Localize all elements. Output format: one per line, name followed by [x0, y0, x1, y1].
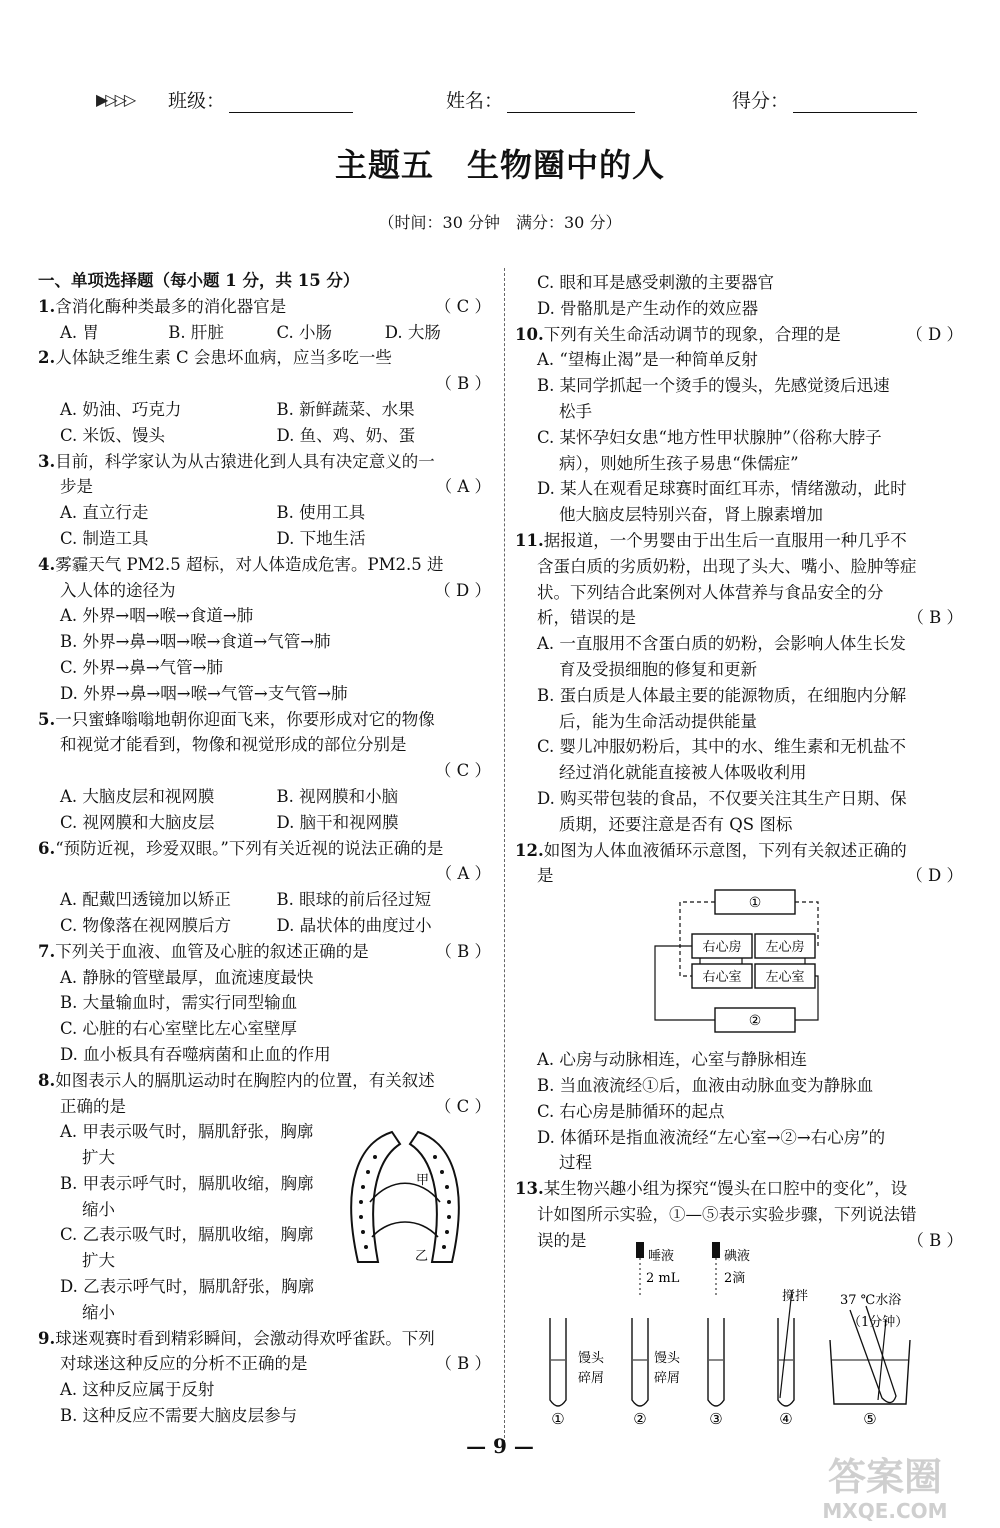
option: A. 大脑皮层和视网膜 — [60, 786, 215, 806]
question-text: 正确的是 — [60, 1096, 126, 1116]
options — [38, 913, 493, 939]
option: D. 大肠 — [384, 322, 441, 342]
options — [38, 526, 493, 552]
section-heading: 一、单项选择题（每小题 1 分，共 15 分） — [38, 271, 360, 290]
options — [38, 423, 493, 449]
question-number: 4. — [38, 554, 56, 574]
answer: （ B ） — [907, 608, 963, 628]
step-1: ① — [551, 1410, 565, 1428]
option: B. 眼球的前后径过短 — [276, 890, 432, 910]
watermark-logo — [800, 1446, 970, 1526]
label-jia: 甲 — [416, 1173, 430, 1188]
option: D. 乙表示呼气时，膈肌舒张，胸廓 — [60, 1277, 315, 1297]
option-cont: 扩大 — [82, 1251, 115, 1271]
question-text: 下列关于血液、血管及心脏的叙述正确的是 — [55, 941, 369, 961]
option: D. 某人在观看足球赛时面红耳赤，情绪激动，此时 — [537, 479, 907, 499]
option: D. 鱼、鸡、奶、蛋 — [276, 425, 416, 445]
question-text-cont — [515, 605, 965, 631]
option: C. 制造工具 — [60, 528, 149, 548]
column-divider — [504, 268, 505, 1448]
option-cont: 病），则她所生孩子易患“侏儒症” — [559, 453, 799, 473]
question-text: 目前，科学家认为从古猿进化到人具有决定意义的一 — [55, 451, 435, 471]
answer: （ A ） — [435, 477, 491, 497]
question-number: 8. — [38, 1070, 56, 1090]
question-number: 12. — [515, 840, 544, 860]
option: A. 这种反应属于反射 — [60, 1380, 215, 1400]
option: C. 小肠 — [276, 322, 333, 342]
question-text: 球迷观赛时看到精彩瞬间，会激动得欢呼雀跃。下列 — [55, 1328, 435, 1348]
label-bread: 馒头 — [654, 1351, 681, 1366]
option: B. 某同学抓起一个烫手的馒头，先感觉烫后迅速 — [537, 376, 890, 396]
option: A. 配戴凹透镜加以矫正 — [60, 890, 231, 910]
answer: （ B ） — [435, 1354, 491, 1374]
option-cont: 后，能为生命活动提供能量 — [559, 711, 757, 731]
question-8 — [38, 1068, 493, 1094]
question-9 — [38, 1326, 493, 1352]
header — [0, 86, 1000, 116]
option: B. 外界→鼻→咽→喉→食道→气管→肺 — [60, 632, 331, 652]
name-label: 姓名： — [446, 90, 504, 112]
answer: （ C ） — [434, 296, 491, 316]
options — [38, 320, 493, 346]
question-text-cont — [515, 863, 965, 889]
question-text: 对球迷这种反应的分析不正确的是 — [60, 1354, 308, 1374]
option-cont: 质期，还要注意是否有 QS 图标 — [559, 814, 793, 834]
page-title: 主题五 生物圈中的人 — [334, 146, 665, 184]
option: A. 外界→咽→喉→食道→肺 — [60, 606, 254, 626]
answer: （ D ） — [434, 580, 491, 600]
option: D. 脑干和视网膜 — [276, 812, 399, 832]
option-cont: 扩大 — [82, 1148, 115, 1168]
option: D. 骨骼肌是产生动作的效应器 — [537, 298, 759, 318]
option: C. 乙表示吸气时，膈肌收缩，胸廓 — [60, 1225, 314, 1245]
question-number: 7. — [38, 941, 56, 961]
question-number: 5. — [38, 709, 56, 729]
options — [38, 810, 493, 836]
label-stir: 搅拌 — [782, 1289, 809, 1304]
option-cont: 经过消化就能直接被人体吸收利用 — [559, 763, 807, 783]
question-text-cont — [38, 474, 493, 500]
label-iodine-amount: 2滴 — [724, 1271, 746, 1286]
class-blank[interactable] — [229, 94, 353, 113]
label-crumbs: 碎屑 — [654, 1371, 681, 1386]
label-saliva-amount: 2 mL — [646, 1271, 680, 1286]
options — [38, 887, 493, 913]
question-2 — [38, 345, 493, 371]
option-cont: 缩小 — [82, 1199, 115, 1219]
question-text-cont — [38, 1094, 493, 1120]
option: B. 视网膜和小脑 — [276, 786, 399, 806]
label-bread: 馒头 — [578, 1351, 605, 1366]
right-column — [515, 270, 965, 1254]
option: B. 大量输血时，需实行同型输血 — [60, 993, 298, 1013]
circulation-diagram — [640, 888, 820, 1038]
option: C. 物像落在视网膜后方 — [60, 915, 232, 935]
experiment-figure — [530, 1240, 970, 1430]
step-5: ⑤ — [863, 1410, 877, 1428]
question-number: 13. — [515, 1179, 544, 1199]
question-text: 如图表示人的膈肌运动时在胸腔内的位置，有关叙述 — [55, 1070, 435, 1090]
question-7 — [38, 939, 493, 965]
option: B. 肝脏 — [168, 322, 224, 342]
question-text: 下列有关生命活动调节的现象，合理的是 — [543, 324, 841, 344]
question-text: 一只蜜蜂嗡嗡地朝你迎面飞来，你要形成对它的物像 — [55, 709, 435, 729]
label-right-ventricle: 右心室 — [702, 970, 742, 985]
question-10 — [515, 322, 965, 348]
label-2: ② — [748, 1013, 762, 1029]
option: A. “望梅止渴”是一种简单反射 — [537, 350, 758, 370]
options — [38, 500, 493, 526]
option-cont: 过程 — [559, 1153, 592, 1173]
options — [38, 784, 493, 810]
option: D. 下地生活 — [276, 528, 366, 548]
name-blank[interactable] — [507, 94, 635, 113]
option: C. 心脏的右心室壁比左心室壁厚 — [60, 1019, 298, 1039]
question-number: 3. — [38, 451, 56, 471]
option-cont: 育及受损细胞的修复和更新 — [559, 659, 757, 679]
question-1 — [38, 294, 493, 320]
step-4: ④ — [779, 1410, 793, 1428]
answer: （ B ） — [435, 941, 491, 961]
question-number: 9. — [38, 1328, 56, 1348]
svg-text:答案圈: 答案圈 — [827, 1455, 943, 1499]
question-text: 据报道，一个男婴由于出生后一直服用一种几乎不 — [543, 530, 907, 550]
option: A. 甲表示吸气时，膈肌舒张，胸廓 — [60, 1122, 314, 1142]
label-saliva: 唾液 — [648, 1249, 675, 1264]
question-text: 入人体的途径为 — [60, 580, 176, 600]
class-label: 班级： — [168, 90, 226, 112]
option: C. 右心房是肺循环的起点 — [537, 1101, 725, 1121]
step-2: ② — [633, 1410, 647, 1428]
option: B. 新鲜蔬菜、水果 — [276, 399, 415, 419]
score-field[interactable] — [732, 86, 917, 113]
page-subtitle: （时间：30 分钟 满分：30 分） — [378, 213, 622, 232]
answer: （ A ） — [435, 864, 491, 884]
option-cont: 他大脑皮层特别兴奋，肾上腺素增加 — [559, 505, 823, 525]
answer: （ D ） — [906, 324, 963, 344]
option: A. 直立行走 — [60, 503, 149, 523]
label-iodine: 碘液 — [724, 1249, 751, 1264]
question-text: 状。下列结合此案例对人体营养与食品安全的分 — [537, 582, 884, 602]
question-number: 2. — [38, 348, 56, 368]
option: C. 视网膜和大脑皮层 — [60, 812, 215, 832]
label-crumbs: 碎屑 — [578, 1371, 605, 1386]
question-text: 人体缺乏维生素 C 会患坏血病，应当多吃一些 — [55, 348, 392, 368]
label-right-atrium: 右心房 — [702, 940, 742, 955]
option: C. 某怀孕妇女患“地方性甲状腺肿”（俗称大脖子 — [537, 427, 882, 447]
option: D. 外界→鼻→咽→喉→气管→支气管→肺 — [60, 683, 348, 703]
question-text: 含蛋白质的劣质奶粉，出现了头大、嘴小、脸肿等症 — [537, 556, 917, 576]
question-text: 含消化酶种类最多的消化器官是 — [55, 296, 287, 316]
step-3: ③ — [709, 1410, 723, 1428]
option: C. 眼和耳是感受刺激的主要器官 — [537, 273, 775, 292]
label-bath-time: （1分钟） — [848, 1315, 909, 1330]
question-11 — [515, 528, 965, 554]
question-text: “预防近视，珍爱双眼。”下列有关近视的说法正确的是 — [55, 838, 444, 858]
question-text: 步是 — [60, 477, 93, 497]
label-yi: 乙 — [415, 1249, 429, 1264]
label-left-ventricle: 左心室 — [765, 970, 805, 985]
option-cont: 松手 — [559, 401, 592, 421]
answer: （ B ） — [907, 1230, 963, 1250]
option: A. 奶油、巧克力 — [60, 399, 182, 419]
question-4 — [38, 552, 493, 578]
answer: （ D ） — [906, 866, 963, 886]
question-text: 是 — [537, 866, 554, 886]
option: D. 购买带包装的食品，不仅要关注其生产日期、保 — [537, 788, 907, 808]
option: A. 一直服用不含蛋白质的奶粉，会影响人体生长发 — [537, 634, 906, 654]
label-left-atrium: 左心房 — [765, 940, 805, 955]
question-number: 10. — [515, 324, 544, 344]
question-13 — [515, 1176, 965, 1202]
label-bath-temp: 37 ℃水浴 — [840, 1293, 902, 1308]
answer: （ B ） — [435, 374, 491, 394]
question-text: 析，错误的是 — [537, 608, 636, 628]
answer: （ C ） — [434, 1096, 491, 1116]
option: C. 外界→鼻→气管→肺 — [60, 657, 224, 677]
question-12 — [515, 838, 965, 864]
class-field[interactable] — [168, 86, 353, 113]
question-number: 11. — [515, 530, 544, 550]
name-field[interactable] — [446, 86, 635, 113]
option: A. 心房与动脉相连，心室与静脉相连 — [537, 1050, 807, 1070]
option: A. 静脉的管壁最厚，血流速度最快 — [60, 967, 314, 987]
page-number: — 9 — — [466, 1434, 534, 1458]
question-text-cont — [38, 1351, 493, 1377]
option: B. 甲表示呼气时，膈肌收缩，胸廓 — [60, 1173, 314, 1193]
option: D. 晶状体的曲度过小 — [276, 915, 432, 935]
question-3 — [38, 449, 493, 475]
question-text: 如图为人体血液循环示意图，下列有关叙述正确的 — [543, 840, 907, 860]
question-text: 雾霾天气 PM2.5 超标，对人体造成危害。PM2.5 进 — [55, 554, 444, 574]
question-text: 误的是 — [537, 1230, 587, 1250]
question-text: 和视觉才能看到，物像和视觉形成的部位分别是 — [60, 735, 407, 755]
option: C. 婴儿冲服奶粉后，其中的水、维生素和无机盐不 — [537, 737, 907, 757]
question-number: 1. — [38, 296, 56, 316]
option: D. 体循环是指血液流经“左心室→②→右心房”的 — [537, 1127, 886, 1147]
question-5 — [38, 707, 493, 733]
question-text-cont — [38, 578, 493, 604]
question-text: 计如图所示实验，①—⑤表示实验步骤，下列说法错 — [537, 1204, 917, 1224]
options — [38, 397, 493, 423]
option: C. 米饭、馒头 — [60, 425, 166, 445]
score-blank[interactable] — [793, 94, 917, 113]
option: B. 使用工具 — [276, 503, 366, 523]
question-number: 6. — [38, 838, 56, 858]
option: A. 胃 — [60, 322, 99, 342]
answer: （ C ） — [434, 761, 491, 781]
option: D. 血小板具有吞噬病菌和止血的作用 — [60, 1044, 331, 1064]
diaphragm-figure — [330, 1122, 480, 1272]
arrow-icon: ▶▷▷▷ — [96, 90, 134, 109]
option-cont: 缩小 — [82, 1302, 115, 1322]
question-6 — [38, 836, 493, 862]
score-label: 得分： — [732, 90, 790, 112]
option: B. 蛋白质是人体最主要的能源物质，在细胞内分解 — [537, 685, 907, 705]
label-1: ① — [748, 895, 762, 911]
option: B. 当血液流经①后，血液由动脉血变为静脉血 — [537, 1075, 874, 1095]
question-text: 某生物兴趣小组为探究“馒头在口腔中的变化”，设 — [543, 1179, 908, 1199]
option: B. 这种反应不需要大脑皮层参与 — [60, 1406, 298, 1426]
watermark-text: MXQE.COM — [822, 1499, 948, 1523]
